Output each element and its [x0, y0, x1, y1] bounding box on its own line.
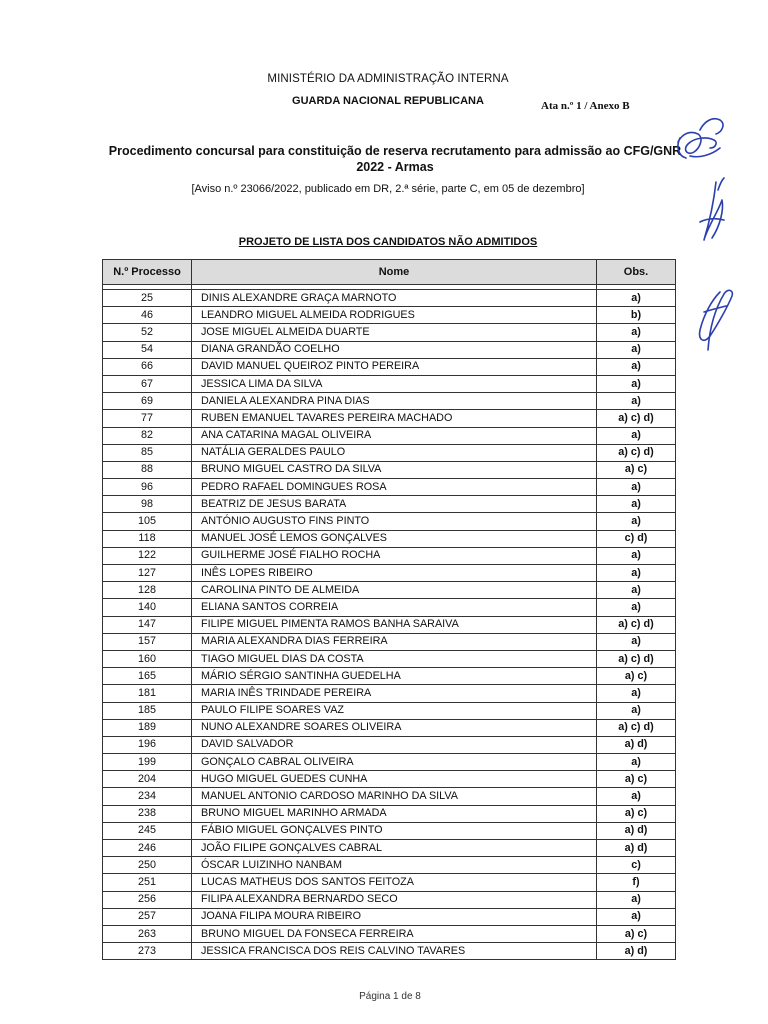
observations-cell: a) c) d) — [597, 410, 676, 427]
process-number-cell: 54 — [103, 341, 192, 358]
observations-cell: a) — [597, 788, 676, 805]
table-row — [103, 943, 676, 960]
process-number-cell: 77 — [103, 410, 192, 427]
observations-cell: b) — [597, 307, 676, 324]
process-number-cell: 196 — [103, 736, 192, 753]
process-number-cell: 157 — [103, 633, 192, 650]
annex-reference: Ata n.º 1 / Anexo B — [541, 100, 630, 112]
candidate-name-cell: ANA CATARINA MAGAL OLIVEIRA — [192, 427, 597, 444]
table-row — [103, 324, 676, 341]
process-number-cell: 25 — [103, 290, 192, 307]
candidate-name-cell: MARIA INÊS TRINDADE PEREIRA — [192, 685, 597, 702]
process-number-cell: 245 — [103, 822, 192, 839]
observations-cell: a) — [597, 341, 676, 358]
observations-cell: a) c) — [597, 668, 676, 685]
process-number-cell: 263 — [103, 925, 192, 942]
observations-cell: a) — [597, 685, 676, 702]
table-row — [103, 925, 676, 942]
process-number-cell: 273 — [103, 943, 192, 960]
candidate-name-cell: BEATRIZ DE JESUS BARATA — [192, 496, 597, 513]
process-number-cell: 246 — [103, 840, 192, 857]
table-row — [103, 582, 676, 599]
process-number-cell: 160 — [103, 650, 192, 667]
candidate-name-cell: MARIA ALEXANDRA DIAS FERREIRA — [192, 633, 597, 650]
candidate-name-cell: DAVID SALVADOR — [192, 736, 597, 753]
process-number-cell: 165 — [103, 668, 192, 685]
candidates-table — [102, 259, 676, 960]
candidate-name-cell: TIAGO MIGUEL DIAS DA COSTA — [192, 650, 597, 667]
table-row — [103, 479, 676, 496]
candidate-name-cell: BRUNO MIGUEL CASTRO DA SILVA — [192, 461, 597, 478]
ministry-heading: MINISTÉRIO DA ADMINISTRAÇÃO INTERNA — [267, 73, 509, 85]
observations-cell: a) c) d) — [597, 616, 676, 633]
observations-cell: a) d) — [597, 822, 676, 839]
table-row — [103, 874, 676, 891]
observations-cell: a) — [597, 754, 676, 771]
table-row — [103, 410, 676, 427]
candidate-name-cell: LUCAS MATHEUS DOS SANTOS FEITOZA — [192, 874, 597, 891]
observations-cell: a) — [597, 324, 676, 341]
table-row — [103, 496, 676, 513]
signature-1-icon — [678, 119, 723, 158]
observations-cell: a) — [597, 479, 676, 496]
table-row — [103, 375, 676, 392]
observations-cell: a) — [597, 633, 676, 650]
observations-cell: c) — [597, 857, 676, 874]
process-number-cell: 181 — [103, 685, 192, 702]
observations-cell: a) — [597, 547, 676, 564]
candidate-name-cell: GUILHERME JOSÉ FIALHO ROCHA — [192, 547, 597, 564]
candidate-name-cell: CAROLINA PINTO DE ALMEIDA — [192, 582, 597, 599]
candidate-name-cell: JOANA FILIPA MOURA RIBEIRO — [192, 908, 597, 925]
candidate-name-cell: JESSICA FRANCISCA DOS REIS CALVINO TAVARES — [192, 943, 597, 960]
table-body — [103, 285, 676, 960]
observations-cell: a) c) d) — [597, 444, 676, 461]
table-row — [103, 771, 676, 788]
process-number-cell: 128 — [103, 582, 192, 599]
table-row — [103, 650, 676, 667]
process-number-cell: 67 — [103, 375, 192, 392]
process-number-cell: 69 — [103, 393, 192, 410]
observations-cell: a) c) — [597, 925, 676, 942]
table-row — [103, 822, 676, 839]
observations-cell: a) — [597, 427, 676, 444]
signatures-group — [660, 100, 760, 380]
candidate-name-cell: INÊS LOPES RIBEIRO — [192, 565, 597, 582]
table-row — [103, 616, 676, 633]
observations-cell: c) d) — [597, 530, 676, 547]
table-row — [103, 736, 676, 753]
table-row — [103, 754, 676, 771]
signature-2-icon — [700, 178, 724, 240]
table-row — [103, 393, 676, 410]
page-number: Página 1 de 8 — [359, 991, 421, 1002]
candidate-name-cell: FILIPE MIGUEL PIMENTA RAMOS BANHA SARAIVA — [192, 616, 597, 633]
table-row — [103, 702, 676, 719]
candidate-name-cell: RUBEN EMANUEL TAVARES PEREIRA MACHADO — [192, 410, 597, 427]
candidate-name-cell: ÓSCAR LUIZINHO NANBAM — [192, 857, 597, 874]
process-number-cell: 52 — [103, 324, 192, 341]
process-number-cell: 46 — [103, 307, 192, 324]
observations-cell: a) c) — [597, 771, 676, 788]
observations-cell: a) — [597, 908, 676, 925]
observations-cell: f) — [597, 874, 676, 891]
table-row — [103, 908, 676, 925]
table-row — [103, 461, 676, 478]
candidate-name-cell: HUGO MIGUEL GUEDES CUNHA — [192, 771, 597, 788]
observations-cell: a) c) d) — [597, 650, 676, 667]
process-number-cell: 199 — [103, 754, 192, 771]
table-row — [103, 633, 676, 650]
process-number-cell: 82 — [103, 427, 192, 444]
process-number-cell: 85 — [103, 444, 192, 461]
process-number-cell: 251 — [103, 874, 192, 891]
process-number-cell: 66 — [103, 358, 192, 375]
process-number-cell: 118 — [103, 530, 192, 547]
table-row — [103, 840, 676, 857]
table-row — [103, 719, 676, 736]
process-number-cell: 250 — [103, 857, 192, 874]
procedure-title — [100, 143, 690, 175]
organization-heading: GUARDA NACIONAL REPUBLICANA — [292, 95, 484, 107]
observations-cell: a) — [597, 582, 676, 599]
procedure-title-line-2: 2022 - Armas — [356, 160, 434, 174]
table-row — [103, 307, 676, 324]
candidate-name-cell: GONÇALO CABRAL OLIVEIRA — [192, 754, 597, 771]
observations-cell: a) — [597, 565, 676, 582]
table-row — [103, 513, 676, 530]
observations-cell: a) d) — [597, 840, 676, 857]
process-number-cell: 185 — [103, 702, 192, 719]
observations-cell: a) — [597, 393, 676, 410]
candidate-name-cell: JOÃO FILIPE GONÇALVES CABRAL — [192, 840, 597, 857]
observations-cell: a) — [597, 358, 676, 375]
observations-cell: a) — [597, 513, 676, 530]
table-row — [103, 788, 676, 805]
observations-cell: a) d) — [597, 943, 676, 960]
table-row — [103, 530, 676, 547]
process-number-cell: 88 — [103, 461, 192, 478]
candidate-name-cell: DAVID MANUEL QUEIROZ PINTO PEREIRA — [192, 358, 597, 375]
process-number-cell: 147 — [103, 616, 192, 633]
table-row — [103, 444, 676, 461]
process-number-cell: 256 — [103, 891, 192, 908]
column-header-name: Nome — [192, 260, 597, 285]
observations-cell: a) c) d) — [597, 719, 676, 736]
table-row — [103, 685, 676, 702]
table-header-row — [103, 260, 676, 285]
observations-cell: a) — [597, 599, 676, 616]
observations-cell: a) — [597, 290, 676, 307]
notice-reference: [Aviso n.º 23066/2022, publicado em DR, 2.ª série, parte C, em 05 de dezembro] — [191, 183, 585, 195]
signature-3-icon — [700, 290, 733, 350]
observations-cell: a) c) — [597, 461, 676, 478]
table-row — [103, 290, 676, 307]
process-number-cell: 238 — [103, 805, 192, 822]
process-number-cell: 189 — [103, 719, 192, 736]
process-number-cell: 234 — [103, 788, 192, 805]
candidate-name-cell: NUNO ALEXANDRE SOARES OLIVEIRA — [192, 719, 597, 736]
candidate-name-cell: NATÁLIA GERALDES PAULO — [192, 444, 597, 461]
candidate-name-cell: BRUNO MIGUEL MARINHO ARMADA — [192, 805, 597, 822]
process-number-cell: 140 — [103, 599, 192, 616]
observations-cell: a) d) — [597, 736, 676, 753]
candidate-name-cell: FÁBIO MIGUEL GONÇALVES PINTO — [192, 822, 597, 839]
observations-cell: a) — [597, 891, 676, 908]
candidate-name-cell: DINIS ALEXANDRE GRAÇA MARNOTO — [192, 290, 597, 307]
table-row — [103, 565, 676, 582]
table-row — [103, 547, 676, 564]
candidate-name-cell: DIANA GRANDÃO COELHO — [192, 341, 597, 358]
process-number-cell: 96 — [103, 479, 192, 496]
process-number-cell: 98 — [103, 496, 192, 513]
process-number-cell: 257 — [103, 908, 192, 925]
process-number-cell: 105 — [103, 513, 192, 530]
table-row — [103, 341, 676, 358]
table-row — [103, 599, 676, 616]
process-number-cell: 204 — [103, 771, 192, 788]
table-row — [103, 427, 676, 444]
table-row — [103, 891, 676, 908]
observations-cell: a) — [597, 375, 676, 392]
candidate-name-cell: MANUEL ANTONIO CARDOSO MARINHO DA SILVA — [192, 788, 597, 805]
procedure-title-line-1: Procedimento concursal para constituição de reserva recrutamento para admissão ao CFG/GNR — [108, 144, 682, 158]
candidate-name-cell: JESSICA LIMA DA SILVA — [192, 375, 597, 392]
column-header-process-number: N.º Processo — [103, 260, 192, 285]
candidate-name-cell: BRUNO MIGUEL DA FONSECA FERREIRA — [192, 925, 597, 942]
candidate-name-cell: PEDRO RAFAEL DOMINGUES ROSA — [192, 479, 597, 496]
candidate-name-cell: ANTÓNIO AUGUSTO FINS PINTO — [192, 513, 597, 530]
column-header-observations: Obs. — [597, 260, 676, 285]
process-number-cell: 127 — [103, 565, 192, 582]
candidate-name-cell: PAULO FILIPE SOARES VAZ — [192, 702, 597, 719]
candidate-name-cell: LEANDRO MIGUEL ALMEIDA RODRIGUES — [192, 307, 597, 324]
observations-cell: a) — [597, 496, 676, 513]
observations-cell: a) c) — [597, 805, 676, 822]
candidate-name-cell: MANUEL JOSÉ LEMOS GONÇALVES — [192, 530, 597, 547]
process-number-cell: 122 — [103, 547, 192, 564]
table-row — [103, 358, 676, 375]
candidate-name-cell: JOSE MIGUEL ALMEIDA DUARTE — [192, 324, 597, 341]
observations-cell: a) — [597, 702, 676, 719]
table-row — [103, 668, 676, 685]
list-title: PROJETO DE LISTA DOS CANDIDATOS NÃO ADMITIDOS — [238, 236, 538, 248]
candidate-name-cell: DANIELA ALEXANDRA PINA DIAS — [192, 393, 597, 410]
table-row — [103, 805, 676, 822]
table-row — [103, 857, 676, 874]
candidate-name-cell: MÁRIO SÉRGIO SANTINHA GUEDELHA — [192, 668, 597, 685]
candidate-name-cell: FILIPA ALEXANDRA BERNARDO SECO — [192, 891, 597, 908]
candidate-name-cell: ELIANA SANTOS CORREIA — [192, 599, 597, 616]
